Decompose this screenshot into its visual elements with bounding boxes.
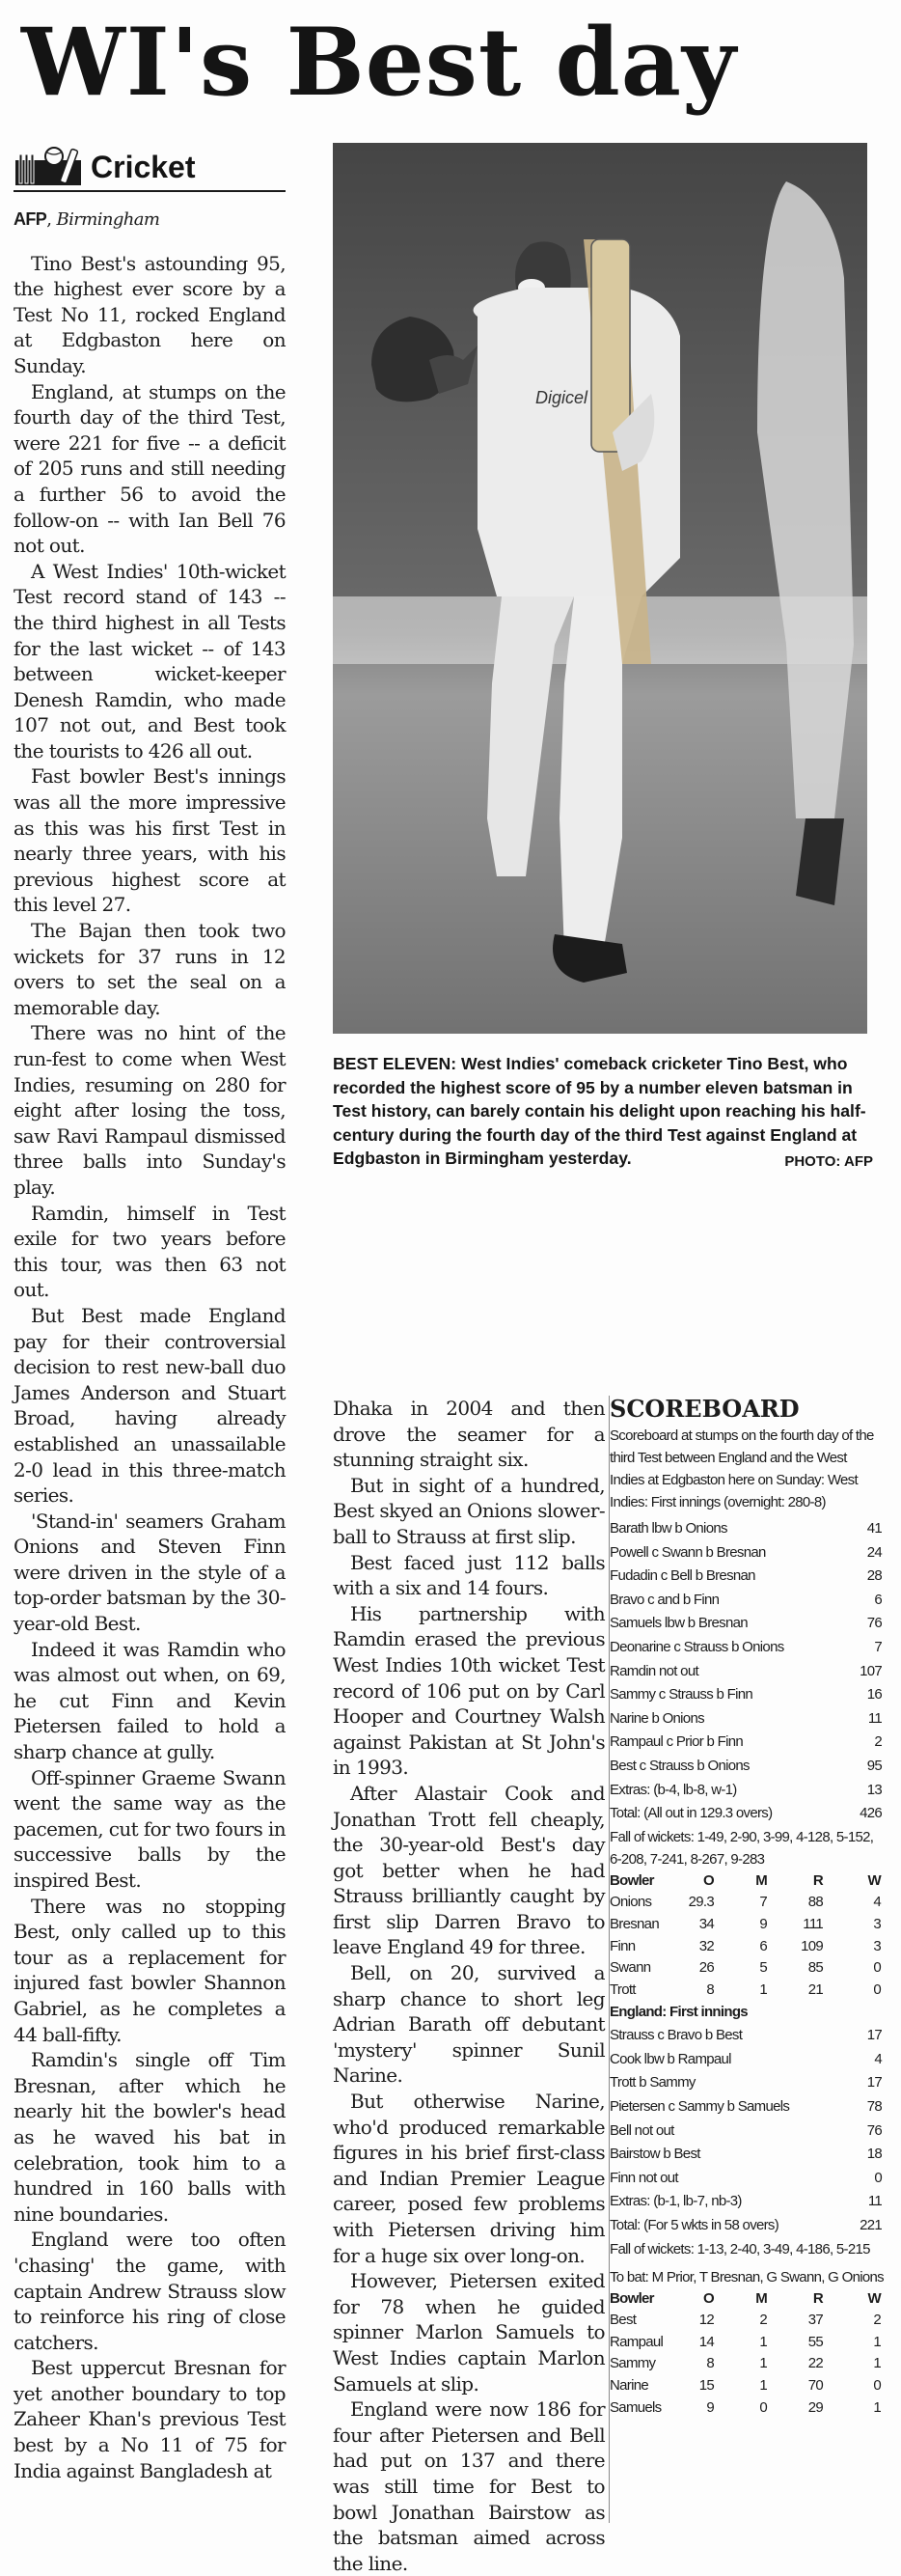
bowling-row	[610, 2397, 884, 2420]
overs: 8	[706, 2355, 714, 2372]
bowler-name: Samuels	[610, 2398, 662, 2416]
wickets: 1	[873, 2398, 881, 2416]
wickets: 2	[873, 2312, 881, 2329]
batsman-dismissal: Ramdin not out	[610, 1662, 698, 1679]
bowler-name: Finn	[610, 1937, 636, 1954]
batting-row	[610, 1779, 884, 1803]
batsman-runs: 78	[866, 2098, 882, 2116]
article-column-2	[333, 1396, 605, 2576]
runs-conceded: 29	[807, 2398, 823, 2416]
batsman-dismissal: Pietersen c Sammy b Samuels	[610, 2098, 790, 2116]
maidens: 6	[759, 1937, 767, 1954]
maidens: 9	[759, 1915, 767, 1932]
runs-conceded: 85	[807, 1959, 823, 1977]
runs-conceded: 70	[807, 2377, 823, 2394]
maidens: 7	[759, 1894, 767, 1911]
wickets: 1	[873, 2355, 881, 2372]
maidens: 1	[759, 2355, 767, 2372]
overs: 15	[698, 2377, 714, 2394]
maidens: 2	[759, 2312, 767, 2329]
dateline: AFP, Birmingham	[14, 209, 160, 230]
batting-row	[610, 1541, 884, 1565]
batting-row	[610, 2071, 884, 2095]
eng-bowling-list	[610, 1892, 884, 2001]
batsman-runs: 11	[867, 2193, 882, 2210]
paragraph: England were now 186 for four after Pietersen and Bell had put on 137 and there was still time for Best to bowl Jonathan Bairstow as the batsman aimed across the line.	[333, 2397, 605, 2575]
bowling-row	[610, 1957, 884, 1980]
overs: 8	[706, 1980, 714, 1998]
batsman-runs: 2	[874, 1733, 882, 1751]
paragraph: But Best made England pay for their controversial decision to rest new-ball duo James Anderson and Stuart Broad, having already established an unassailable 2-0 lead in this three-match series.	[14, 1303, 286, 1508]
batsman-dismissal: Cook lbw b Rampaul	[610, 2050, 731, 2067]
batting-row	[610, 1707, 884, 1731]
batsman-dismissal: Bairstow b Best	[610, 2146, 700, 2163]
wi-bowling-list	[610, 2310, 884, 2419]
batting-row	[610, 2143, 884, 2167]
paragraph: There was no hint of the run-fest to come when West Indies, resuming on 280 for eight after losing the toss, saw Ravi Rampaul dismissed three balls into Sunday's play.	[14, 1021, 286, 1199]
batting-row	[610, 1731, 884, 1755]
bowling-row	[610, 1914, 884, 1936]
overs: 34	[698, 1915, 714, 1932]
batsman-runs: 426	[860, 1805, 882, 1822]
shirt-sponsor: Digicel	[535, 388, 588, 407]
paragraph: But otherwise Narine, who'd produced remarkable figures in his brief first-class and Indian Premier League career, posed few problems with Pietersen driving him for a huge six over long-on.	[333, 2090, 605, 2267]
batting-row	[610, 2190, 884, 2214]
paragraph: However, Pietersen exited for 78 when he guided spinner Marlon Samuels to West Indies captain Marlon Samuels at slip.	[333, 2269, 605, 2396]
bowling-row	[610, 1980, 884, 2002]
batsman-dismissal: Fudadin c Bell b Bresnan	[610, 1567, 755, 1585]
overs: 32	[698, 1937, 714, 1954]
batsman-runs: 0	[874, 2169, 882, 2186]
batsman-dismissal: Total: (For 5 wkts in 58 overs)	[610, 2217, 779, 2234]
section-name: Cricket	[91, 150, 196, 184]
maidens: 5	[759, 1959, 767, 1977]
bowler-name: Narine	[610, 2377, 648, 2394]
overs: 14	[698, 2333, 714, 2350]
batsman-runs: 28	[866, 1567, 882, 1585]
photo-caption	[333, 1052, 873, 1175]
caption-lead: BEST ELEVEN:	[333, 1054, 457, 1073]
bowler-name: Swann	[610, 1959, 651, 1977]
bowler-name: Onions	[610, 1894, 652, 1911]
batsman-dismissal: Trott b Sammy	[610, 2074, 696, 2091]
batting-row	[610, 1755, 884, 1779]
bowling-row	[610, 2310, 884, 2332]
batsman-dismissal: Bell not out	[610, 2121, 674, 2139]
batsman-dismissal: Strauss c Bravo b Best	[610, 2027, 743, 2044]
bowler-name: Trott	[610, 1980, 636, 1998]
paragraph: Best faced just 112 balls with a six and 14 fours.	[333, 1550, 605, 1600]
paragraph: Indeed it was Ramdin who was almost out when, on 69, he cut Finn and Kevin Pietersen failed to hold a sharp chance at gully.	[14, 1637, 286, 1764]
batsman-runs: 107	[860, 1662, 882, 1679]
maidens: 1	[759, 2377, 767, 2394]
paragraph: Fast bowler Best's innings was all the more impressive as this was his first Test in nearly three years, with his previous highest score at this level 27.	[14, 764, 286, 917]
batting-row	[610, 1636, 884, 1660]
photo-credit: PHOTO: AFP	[784, 1153, 873, 1170]
batsman-runs: 41	[866, 1520, 882, 1537]
batting-row	[610, 2095, 884, 2119]
article-column-1	[14, 207, 286, 2483]
batsman-runs: 18	[866, 2146, 882, 2163]
batting-row	[610, 1802, 884, 1826]
wickets: 0	[873, 2377, 881, 2394]
paragraph: His partnership with Ramdin erased the previous West Indies 10th wicket Test record of 106 put on by Carl Hooper and Courtney Walsh against Pakistan at St John's in 1993.	[333, 1601, 605, 1780]
headline: WI's Best day	[21, 8, 737, 117]
batsman-runs: 6	[874, 1591, 882, 1608]
batsman-runs: 7	[874, 1638, 882, 1655]
batsman-dismissal: Barath lbw b Onions	[610, 1520, 727, 1537]
wickets: 0	[873, 1959, 881, 1977]
wickets: 4	[873, 1894, 881, 1911]
batting-row	[610, 2119, 884, 2144]
runs-conceded: 88	[807, 1894, 823, 1911]
runs-conceded: 22	[807, 2355, 823, 2372]
batsman-runs: 24	[866, 1543, 882, 1561]
caption-text: West Indies' comeback cricketer Tino Best, who recorded the highest score of 95 by a number eleven batsman in Test history, can barely contain his delight upon reaching his half-century during the fourth day of the third Test against England at Edgbaston in Birmingham yesterday.	[333, 1054, 866, 1168]
batting-row	[610, 1612, 884, 1636]
batsman-dismissal: Bravo c and b Finn	[610, 1591, 720, 1608]
batsman-dismissal: Narine b Onions	[610, 1709, 704, 1727]
paragraph: The Bajan then took two wickets for 37 runs in 12 overs to set the seal on a memorable day.	[14, 919, 286, 1019]
batsman-runs: 16	[866, 1686, 882, 1703]
maidens: 1	[759, 2333, 767, 2350]
bowler-name: Sammy	[610, 2355, 656, 2372]
bowling-row	[610, 2332, 884, 2354]
batting-row	[610, 2214, 884, 2238]
eng-bowling-header: Bowler O M R W	[610, 1871, 881, 1889]
paragraph: Ramdin, himself in Test exile for two years before this tour, was then 63 not out.	[14, 1201, 286, 1302]
overs: 29.3	[688, 1894, 714, 1911]
batsman-dismissal: Powell c Swann b Bresnan	[610, 1543, 766, 1561]
batting-row	[610, 1589, 884, 1613]
batsman-dismissal: Rampaul c Prior b Finn	[610, 1733, 743, 1751]
batsman-dismissal: Total: (All out in 129.3 overs)	[610, 1805, 773, 1822]
section-rule	[14, 190, 286, 192]
batsman-dismissal: Sammy c Strauss b Finn	[610, 1686, 752, 1703]
paragraph: After Alastair Cook and Jonathan Trott fell cheaply, the 30-year-old Best's day got better when he had Strauss brilliantly caught by first slip Darren Bravo to leave England 49 for three.	[333, 1781, 605, 1959]
wi-innings-heading: West Indies: First innings (overnight: 280-8)	[610, 1472, 858, 1510]
batsman-dismissal: Extras: (b-1, lb-7, nb-3)	[610, 2193, 742, 2210]
bowling-row	[610, 2375, 884, 2397]
wickets: 3	[873, 1937, 881, 1954]
dateline-place: Birmingham	[56, 209, 160, 230]
batsman-runs: 76	[866, 1615, 882, 1632]
wickets: 0	[873, 1980, 881, 1998]
wi-bowling-header: Bowler O M R W	[610, 2289, 881, 2307]
bowling-row	[610, 1892, 884, 1914]
overs: 9	[706, 2398, 714, 2416]
paragraph: Best uppercut Bresnan for yet another boundary to top Zaheer Khan's previous Test best by a No 11 of 75 for India against Bangladesh at	[14, 2356, 286, 2482]
runs-conceded: 109	[801, 1937, 823, 1954]
scoreboard-intro	[610, 1425, 884, 1513]
batsman-dismissal: Deonarine c Strauss b Onions	[610, 1638, 784, 1655]
bowler-name: Bresnan	[610, 1915, 659, 1932]
batsman-runs: 76	[866, 2121, 882, 2139]
maidens: 0	[759, 2398, 767, 2416]
bowling-row	[610, 1936, 884, 1958]
runs-conceded: 111	[803, 1915, 823, 1932]
batting-row	[610, 1660, 884, 1684]
wickets: 1	[873, 2333, 881, 2350]
eng-to-bat: To bat: M Prior, T Bresnan, G Swann, G Onions	[610, 2268, 884, 2285]
wi-fall-of-wickets: Fall of wickets: 1-49, 2-90, 3-99, 4-128, 5-152, 6-208, 7-241, 8-267, 9-283	[610, 1828, 874, 1868]
paragraph: Ramdin's single off Tim Bresnan, after which he nearly hit the bowler's head as he waved his bat in celebration, took him to a hundred in 160 balls with nine boundaries.	[14, 2048, 286, 2226]
batting-row	[610, 1683, 884, 1707]
overs: 26	[698, 1959, 714, 1977]
eng-fall-of-wickets: Fall of wickets: 1-13, 2-40, 3-49, 4-186, 5-215	[610, 2240, 870, 2257]
paragraph: There was no stopping Best, only called up to this tour as a replacement for injured fast bowler Shannon Gabriel, as he completes a 44 ball-fifty.	[14, 1894, 286, 2046]
batting-row	[610, 2167, 884, 2191]
maidens: 1	[759, 1980, 767, 1998]
batting-row	[610, 1517, 884, 1541]
paragraph: 'Stand-in' seamers Graham Onions and Steven Finn were driven in the style of a top-order batsman by the 30-year-old Best.	[14, 1509, 286, 1636]
bowling-row	[610, 2353, 884, 2375]
paragraph: England were too often 'chasing' the game, with captain Andrew Strauss slow to reinforce his ring of close catchers.	[14, 2228, 286, 2354]
paragraph: England, at stumps on the fourth day of the third Test, were 221 for five -- a deficit of 205 runs and still needing a further 56 to avoid the follow-on -- with Ian Bell 76 not out.	[14, 379, 286, 558]
dateline-agency: AFP	[14, 209, 47, 229]
batsman-runs: 221	[860, 2217, 882, 2234]
runs-conceded: 21	[807, 1980, 823, 1998]
eng-batting-list	[610, 2024, 884, 2237]
overs: 12	[698, 2312, 714, 2329]
paragraph: Bell, on 20, survived a sharp chance to short leg Adrian Barath off debutant 'mystery' spinner Sunil Narine.	[333, 1961, 605, 2088]
scoreboard-title: SCOREBOARD	[610, 1395, 800, 1423]
paragraph: But in sight of a hundred, Best skyed an Onions slower-ball to Strauss at first slip.	[333, 1473, 605, 1548]
wi-batting-list	[610, 1517, 884, 1826]
batsman-dismissal: Samuels lbw b Bresnan	[610, 1615, 748, 1632]
scoreboard-intro-text: Scoreboard at stumps on the fourth day of the third Test between England and the West Indies at Edgbaston here on Sunday:	[610, 1427, 874, 1488]
batting-row	[610, 1565, 884, 1589]
wickets: 3	[873, 1915, 881, 1932]
batsman-runs: 95	[866, 1757, 882, 1774]
paragraph: Off-spinner Graeme Swann went the same way as the pacemen, cut for two fours in successive balls by the inspired Best.	[14, 1765, 286, 1892]
paragraph: A West Indies' 10th-wicket Test record stand of 143 -- the third highest in all Tests for the last wicket -- of 143 between wicket-keeper Denesh Ramdin, who made 107 not out, and Best took the tourists to 426 all out.	[14, 559, 286, 762]
eng-innings-heading: England: First innings	[610, 2004, 748, 2021]
batsman-runs: 4	[874, 2050, 882, 2067]
batting-row	[610, 2048, 884, 2072]
batsman-dismissal: Extras: (b-4, lb-8, w-1)	[610, 1781, 737, 1798]
cricket-bat-ball-icon	[15, 147, 83, 185]
section-label	[14, 145, 286, 189]
batsman-runs: 17	[866, 2074, 882, 2091]
player-celebration-photo	[333, 143, 867, 1034]
batsman-runs: 11	[867, 1709, 882, 1727]
runs-conceded: 55	[807, 2333, 823, 2350]
paragraph: Dhaka in 2004 and then drove the seamer for a stunning straight six.	[333, 1397, 605, 1472]
runs-conceded: 37	[807, 2312, 823, 2329]
scoreboard	[610, 1394, 884, 2419]
batsman-dismissal: Best c Strauss b Onions	[610, 1757, 750, 1774]
paragraph: Tino Best's astounding 95, the highest ever score by a Test No 11, rocked England at Edgbaston here on Sunday.	[14, 251, 286, 377]
batsman-dismissal: Finn not out	[610, 2169, 678, 2186]
bowler-name: Rampaul	[610, 2333, 664, 2350]
bowler-name: Best	[610, 2312, 637, 2329]
batsman-runs: 13	[866, 1781, 882, 1798]
batsman-runs: 17	[866, 2027, 882, 2044]
batting-row	[610, 2024, 884, 2048]
